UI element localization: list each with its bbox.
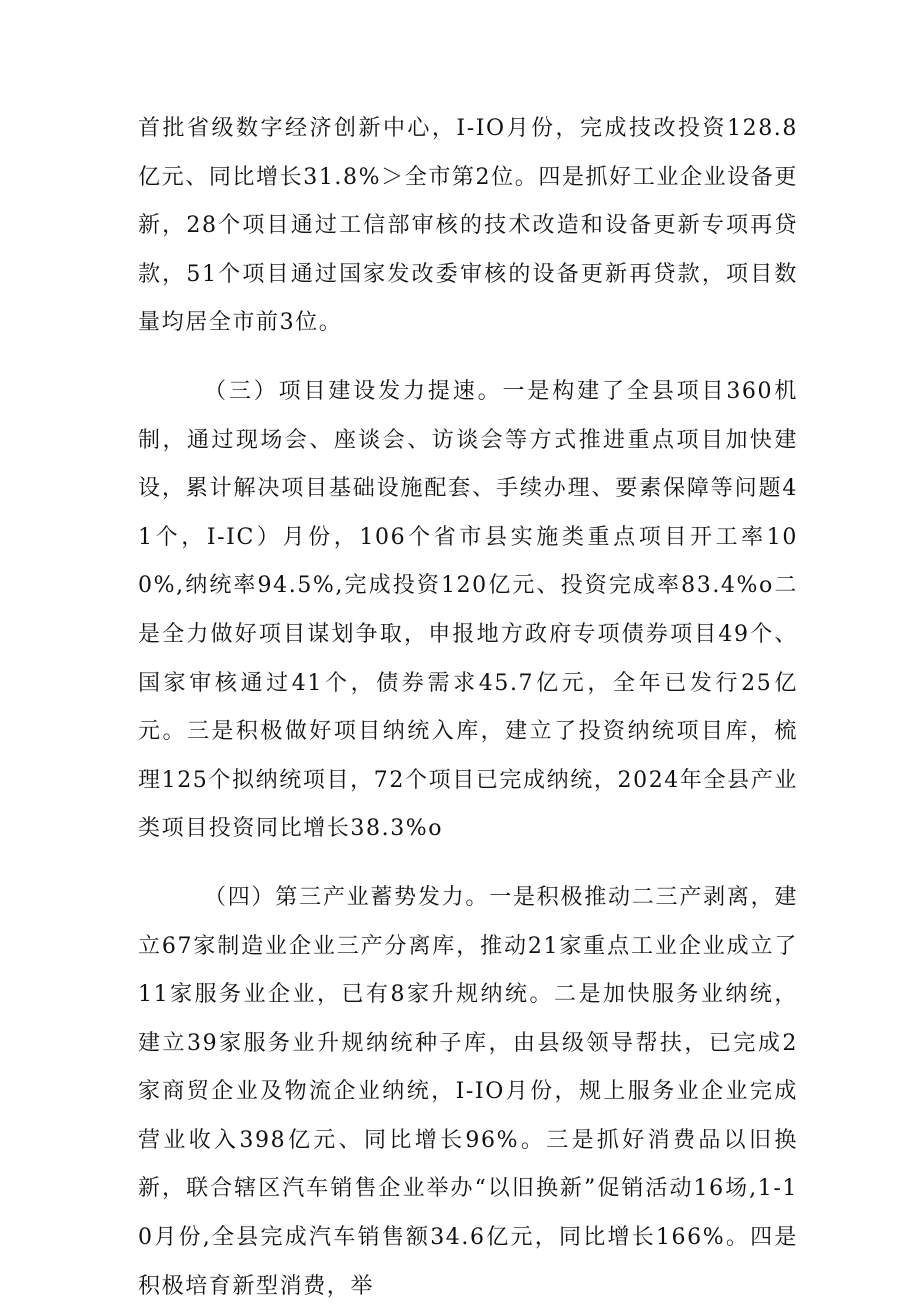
paragraph-project-construction: （三）项目建设发力提速。一是构建了全县项目360机制，通过现场会、座谈会、访谈会等方式推进重点项目加快建设，累计解决项目基础设施配套、手续办理、要素保障等问题41个，I-IC）月份，106个省市县实施类重点项目开工率100%,纳统率94.5%,完成投资120亿元、投资完成率83.4%o二是全力做好项目谋划争取，申报地方政府专项债券项目49个、国家审核通过41个，债券需求45.7亿元，全年已发行25亿元。三是积极做好项目纳统入库，建立了投资纳统项目库，梳理125个拟纳统项目，72个项目已完成纳统，2024年全县产业类项目投资同比增长38.3%o xyxy=(138,378,798,842)
document-body xyxy=(138,105,798,1311)
paragraph-digital-economy-continuation: 首批省级数字经济创新中心，I-IO月份，完成技改投资128.8亿元、同比增长31.8%＞全市第2位。四是抓好工业企业设备更新，28个项目通过工信部审核的技术改造和设备更新专项再贷款，51个项目通过国家发改委审核的设备更新再贷款，项目数量均居全市前3位。 xyxy=(138,116,798,336)
paragraph-tertiary-industry: （四）第三产业蓄势发力。一是积极推动二三产剥离，建立67家制造业企业三产分离库，推动21家重点工业企业成立了11家服务业企业，已有8家升规纳统。二是加快服务业纳统，建立39家服务业升规纳统种子库，由县级领导帮扶，已完成2家商贸企业及物流企业纳统，I-IO月份，规上服务业企业完成营业收入398亿元、同比增长96%。三是抓好消费品以旧换新，联合辖区汽车销售企业举办“以旧换新”促销活动16场,1-10月份,全县完成汽车销售额34.6亿元，同比增长166%。四是积极培育新型消费，举 xyxy=(138,884,798,1299)
